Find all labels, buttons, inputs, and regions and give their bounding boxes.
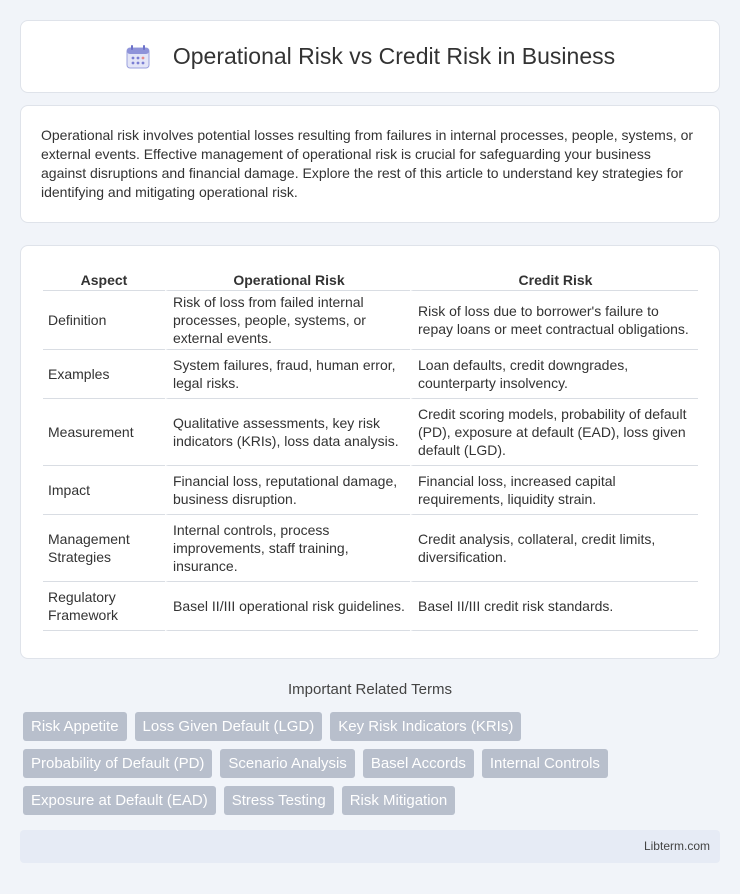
related-terms-tags: [23, 712, 723, 823]
table-row: [43, 350, 698, 399]
tag-risk-mitigation[interactable]: Risk Mitigation: [342, 786, 456, 815]
footer-site-link[interactable]: Libterm.com: [643, 839, 710, 853]
table-row: [43, 466, 698, 515]
row-credit: Credit analysis, collateral, credit limits, diversification.: [410, 515, 698, 582]
tag-loss-given-default[interactable]: Loss Given Default (LGD): [135, 712, 323, 741]
intro-text: Operational risk involves potential losses resulting from failures in internal processes, people, systems, or external events. Effective management of operational risk is crucial for safeguarding your business against disruptions and financial damage. Explore the rest of this article to understand key strategies for identifying and mitigating operational risk.: [41, 127, 694, 200]
table-row: [43, 515, 698, 582]
tag-internal-controls[interactable]: Internal Controls: [482, 749, 608, 778]
row-credit: Risk of loss due to borrower's failure to repay loans or meet contractual obligations.: [410, 291, 698, 350]
row-operational: Qualitative assessments, key risk indicators (KRIs), loss data analysis.: [165, 399, 410, 466]
tag-stress-testing[interactable]: Stress Testing: [224, 786, 334, 815]
page-title: Operational Risk vs Credit Risk in Business: [172, 43, 616, 69]
row-operational: Risk of loss from failed internal processes, people, systems, or external events.: [165, 291, 410, 350]
row-operational: Financial loss, reputational damage, business disruption.: [165, 466, 410, 515]
tag-scenario-analysis[interactable]: Scenario Analysis: [220, 749, 354, 778]
header-aspect: Aspect: [43, 264, 165, 291]
row-operational: System failures, fraud, human error, legal risks.: [165, 350, 410, 399]
tag-row: [23, 786, 723, 815]
header-credit-risk: Credit Risk: [410, 264, 698, 291]
table-header-row: [43, 264, 698, 291]
tag-row: [23, 712, 723, 741]
row-aspect: Management Strategies: [43, 515, 165, 582]
row-aspect: Impact: [43, 466, 165, 515]
row-credit: Credit scoring models, probability of default (PD), exposure at default (EAD), loss given default (LGD).: [410, 399, 698, 466]
table-row: [43, 582, 698, 631]
row-aspect: Examples: [43, 350, 165, 399]
tag-exposure-at-default[interactable]: Exposure at Default (EAD): [23, 786, 216, 815]
comparison-table: [43, 264, 698, 631]
tag-row: [23, 749, 723, 778]
footer: [20, 830, 720, 863]
tag-key-risk-indicators[interactable]: Key Risk Indicators (KRIs): [330, 712, 521, 741]
row-aspect: Measurement: [43, 399, 165, 466]
row-credit: Basel II/III credit risk standards.: [410, 582, 698, 631]
tag-basel-accords[interactable]: Basel Accords: [363, 749, 474, 778]
row-credit: Loan defaults, credit downgrades, counterparty insolvency.: [410, 350, 698, 399]
intro-card: [20, 105, 720, 223]
table-row: [43, 399, 698, 466]
header-card: [20, 20, 720, 93]
row-aspect: Definition: [43, 291, 165, 350]
calendar-grid-icon: [125, 44, 151, 70]
row-operational: Basel II/III operational risk guidelines.: [165, 582, 410, 631]
row-credit: Financial loss, increased capital requirements, liquidity strain.: [410, 466, 698, 515]
tag-probability-of-default[interactable]: Probability of Default (PD): [23, 749, 212, 778]
table-row: [43, 291, 698, 350]
related-terms-title: Important Related Terms: [288, 681, 452, 698]
header-operational-risk: Operational Risk: [165, 264, 410, 291]
row-aspect: Regulatory Framework: [43, 582, 165, 631]
row-operational: Internal controls, process improvements, staff training, insurance.: [165, 515, 410, 582]
comparison-table-card: [20, 245, 720, 659]
tag-risk-appetite[interactable]: Risk Appetite: [23, 712, 127, 741]
